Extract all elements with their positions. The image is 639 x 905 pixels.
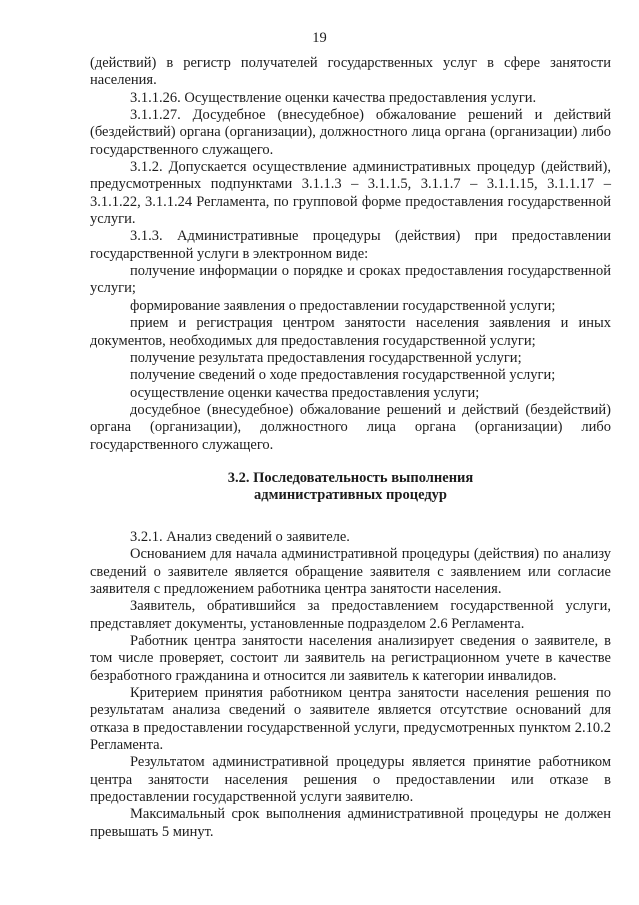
paragraph: осуществление оценки качества предоставления услуги; bbox=[130, 384, 480, 401]
paragraph: Результатом административной процедуры является принятие работником центра занятости населения решения о предоставлении или отказе в предоставлении государственной услуги заявителю. bbox=[90, 754, 611, 806]
paragraph: формирование заявления о предоставлении государственной услуги; bbox=[130, 297, 556, 314]
paragraph: Работник центра занятости населения анализирует сведения о заявителе, в том числе проверяет, состоит ли заявитель на регистрационном учете в качестве безработного гражданина и относится ли заявитель к категории инвалидов. bbox=[90, 632, 611, 684]
section-heading-line-2: административных процедур bbox=[254, 487, 447, 504]
paragraph: Критерием принятия работником центра занятости населения решения по результатам анализа сведений о заявителе является отсутствие оснований для отказа в предоставлении государственной услуги, предусмотренных пунктом 2.10.2 Регламента. bbox=[90, 685, 611, 754]
paragraph: 3.1.1.27. Досудебное (внесудебное) обжалование решений и действий (бездействий) органа (организации), должностного лица органа (организации) либо государственного служащего. bbox=[90, 107, 611, 158]
paragraph: Заявитель, обратившийся за предоставлением государственной услуги, представляет документы, установленные подразделом 2.6 Регламента. bbox=[90, 598, 611, 632]
paragraph: 3.2.1. Анализ сведений о заявителе. bbox=[130, 528, 350, 545]
page-number: 19 bbox=[312, 30, 327, 46]
paragraph: получение информации о порядке и сроках предоставления государственной услуги; bbox=[90, 263, 611, 297]
paragraph: 3.1.2. Допускается осуществление административных процедур (действий), предусмотренных подпунктами 3.1.1.3 – 3.1.1.5, 3.1.1.7 – 3.1.1.15, 3.1.1.17 – 3.1.1.22, 3.1.1.24 Регламента, по групповой форме предоставления государственной услуги. bbox=[90, 159, 611, 228]
paragraph-group-bottom bbox=[90, 529, 611, 841]
paragraph: прием и регистрация центром занятости населения заявления и иных документов, необходимых для предоставления государственной услуги; bbox=[90, 315, 611, 349]
page-content bbox=[90, 55, 611, 841]
paragraph: получение результата предоставления государственной услуги; bbox=[130, 349, 522, 366]
section-heading-line-1: 3.2. Последовательность выполнения bbox=[227, 469, 474, 486]
paragraph: 3.1.1.26. Осуществление оценки качества предоставления услуги. bbox=[130, 89, 537, 106]
section-heading bbox=[90, 470, 611, 505]
paragraph: 3.1.3. Административные процедуры (действия) при предоставлении государственной услуги в электронном виде: bbox=[90, 228, 611, 262]
paragraph: получение сведений о ходе предоставления государственной услуги; bbox=[130, 367, 556, 384]
paragraph: досудебное (внесудебное) обжалование решений и действий (бездействий) органа (организации), должностного лица органа (организации) либо государственного служащего. bbox=[90, 401, 611, 453]
paragraph: Основанием для начала административной процедуры (действия) по анализу сведений о заявителе является обращение заявителя с заявлением или согласие заявителя с предложением работника центра занятости населения. bbox=[90, 546, 611, 597]
paragraph: (действий) в регистр получателей государственных услуг в сфере занятости населения. bbox=[90, 55, 611, 89]
paragraph-group-top bbox=[90, 55, 611, 454]
paragraph: Максимальный срок выполнения административной процедуры не должен превышать 5 минут. bbox=[90, 806, 611, 840]
